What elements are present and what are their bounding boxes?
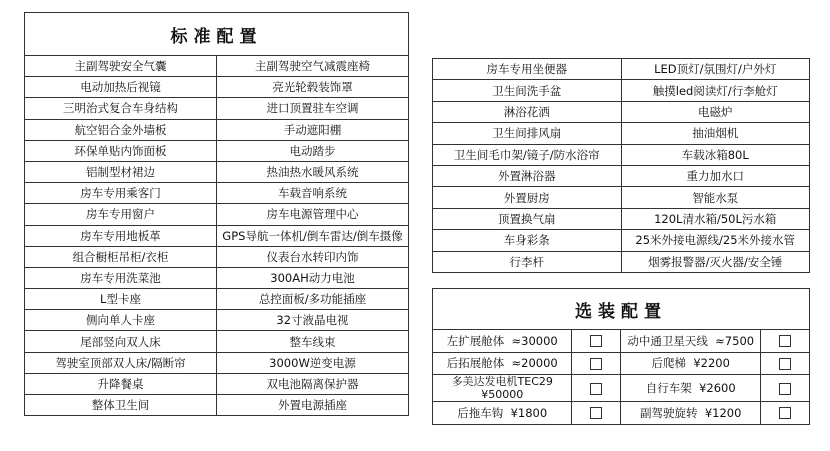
table-row bbox=[25, 204, 409, 225]
config-item: 300AH动力电池 bbox=[217, 267, 409, 288]
table-row bbox=[433, 375, 810, 402]
optional-item bbox=[621, 375, 760, 402]
table-row bbox=[25, 267, 409, 288]
config-item: 车载音响系统 bbox=[217, 183, 409, 204]
optional-item bbox=[433, 375, 572, 402]
optional-item bbox=[433, 330, 572, 353]
checkbox[interactable] bbox=[590, 358, 602, 370]
table-row bbox=[25, 310, 409, 331]
standard-config-table-continued bbox=[432, 58, 810, 273]
config-item: 车身彩条 bbox=[433, 230, 622, 251]
table-row bbox=[433, 230, 810, 251]
table-row bbox=[433, 187, 810, 208]
table-row bbox=[25, 56, 409, 77]
config-item: 尾部竖向双人床 bbox=[25, 331, 217, 352]
config-item: 仪表台水转印内饰 bbox=[217, 246, 409, 267]
table-row bbox=[25, 246, 409, 267]
checkbox-cell bbox=[760, 402, 809, 425]
checkbox-cell bbox=[572, 375, 621, 402]
config-item: 组合橱柜吊柜/衣柜 bbox=[25, 246, 217, 267]
table-row bbox=[433, 165, 810, 186]
config-item: 进口顶置驻车空调 bbox=[217, 98, 409, 119]
table-row bbox=[433, 101, 810, 122]
config-item: 总控面板/多功能插座 bbox=[217, 289, 409, 310]
table-row bbox=[25, 77, 409, 98]
optional-item-name: 后拖车钩 bbox=[457, 405, 504, 420]
table-row bbox=[25, 119, 409, 140]
optional-item-name: 后爬梯 bbox=[651, 356, 687, 371]
table-row bbox=[433, 208, 810, 229]
checkbox-cell bbox=[572, 402, 621, 425]
checkbox[interactable] bbox=[779, 407, 791, 419]
config-item: 智能水泵 bbox=[621, 187, 810, 208]
config-item: 卫生间排风扇 bbox=[433, 123, 622, 144]
optional-item bbox=[621, 330, 760, 353]
config-item: 120L清水箱/50L污水箱 bbox=[621, 208, 810, 229]
config-item: 电磁炉 bbox=[621, 101, 810, 122]
checkbox-cell bbox=[760, 352, 809, 375]
optional-item-name: 多美达发电机TEC29 bbox=[451, 375, 553, 388]
table-row bbox=[433, 80, 810, 101]
config-item: 房车电源管理中心 bbox=[217, 204, 409, 225]
config-item: 外置电源插座 bbox=[217, 395, 409, 416]
table-row bbox=[25, 140, 409, 161]
checkbox[interactable] bbox=[779, 383, 791, 395]
config-item: 行李杆 bbox=[433, 251, 622, 272]
config-item: L型卡座 bbox=[25, 289, 217, 310]
config-item: 铝制型材裙边 bbox=[25, 161, 217, 182]
optional-item-price: ¥50000 bbox=[481, 388, 524, 401]
optional-item-name: 后拓展舱体 bbox=[446, 356, 505, 371]
checkbox[interactable] bbox=[590, 383, 602, 395]
checkbox[interactable] bbox=[590, 335, 602, 347]
table-row bbox=[25, 161, 409, 182]
config-item: 25米外接电源线/25米外接水管 bbox=[621, 230, 810, 251]
config-item: 烟雾报警器/灭火器/安全锤 bbox=[621, 251, 810, 272]
table-row bbox=[25, 98, 409, 119]
table-row bbox=[433, 352, 810, 375]
config-item: 重力加水口 bbox=[621, 165, 810, 186]
optional-config-table bbox=[432, 288, 810, 425]
config-item: 手动遮阳棚 bbox=[217, 119, 409, 140]
config-item: 32寸液晶电视 bbox=[217, 310, 409, 331]
config-item: 亮光轮毂装饰罩 bbox=[217, 77, 409, 98]
config-item: 侧向单人卡座 bbox=[25, 310, 217, 331]
config-item: 主副驾驶空气减震座椅 bbox=[217, 56, 409, 77]
table-row bbox=[25, 331, 409, 352]
optional-item-price: ¥1800 bbox=[510, 405, 548, 420]
standard-config-table bbox=[24, 12, 409, 416]
config-item: LED顶灯/氛围灯/户外灯 bbox=[621, 59, 810, 80]
optional-item-name: 副驾驶旋转 bbox=[640, 405, 698, 420]
table-row bbox=[433, 402, 810, 425]
config-item: 车载冰箱80L bbox=[621, 144, 810, 165]
config-item: 房车专用坐便器 bbox=[433, 59, 622, 80]
config-item: 升降餐桌 bbox=[25, 373, 217, 394]
config-item: 房车专用窗户 bbox=[25, 204, 217, 225]
optional-item-price: ≈20000 bbox=[511, 356, 558, 371]
config-item: 房车专用地板革 bbox=[25, 225, 217, 246]
optional-item-price: ¥1200 bbox=[704, 405, 742, 420]
config-item: 卫生间毛巾架/镜子/防水浴帘 bbox=[433, 144, 622, 165]
optional-item-price: ≈7500 bbox=[715, 333, 755, 348]
config-item: 电动踏步 bbox=[217, 140, 409, 161]
config-item: 驾驶室顶部双人床/隔断帘 bbox=[25, 352, 217, 373]
optional-item bbox=[433, 402, 572, 425]
table-row bbox=[433, 123, 810, 144]
config-item: 整车线束 bbox=[217, 331, 409, 352]
table-row bbox=[433, 59, 810, 80]
config-item: 双电池隔离保护器 bbox=[217, 373, 409, 394]
checkbox[interactable] bbox=[779, 358, 791, 370]
table-row bbox=[25, 395, 409, 416]
config-item: GPS导航一体机/倒车雷达/倒车摄像 bbox=[217, 225, 409, 246]
table-row bbox=[25, 373, 409, 394]
optional-item bbox=[621, 402, 760, 425]
checkbox[interactable] bbox=[590, 407, 602, 419]
optional-item-name: 左扩展舱体 bbox=[446, 333, 505, 348]
checkbox-cell bbox=[760, 330, 809, 353]
optional-item-price: ¥2200 bbox=[693, 356, 730, 371]
config-item: 外置淋浴器 bbox=[433, 165, 622, 186]
table-row bbox=[25, 225, 409, 246]
config-item: 电动加热后视镜 bbox=[25, 77, 217, 98]
config-item: 卫生间洗手盆 bbox=[433, 80, 622, 101]
config-item: 淋浴花洒 bbox=[433, 101, 622, 122]
config-item: 抽油烟机 bbox=[621, 123, 810, 144]
optional-item-name: 动中通卫星天线 bbox=[627, 333, 708, 348]
config-item: 房车专用乘客门 bbox=[25, 183, 217, 204]
checkbox-cell bbox=[760, 375, 809, 402]
table-row bbox=[433, 144, 810, 165]
checkbox-cell bbox=[572, 352, 621, 375]
config-item: 3000W逆变电源 bbox=[217, 352, 409, 373]
config-item: 顶置换气扇 bbox=[433, 208, 622, 229]
config-item: 整体卫生间 bbox=[25, 395, 217, 416]
config-item: 航空铝合金外墙板 bbox=[25, 119, 217, 140]
config-item: 触摸led阅读灯/行李舱灯 bbox=[621, 80, 810, 101]
table-row bbox=[433, 251, 810, 272]
config-item: 房车专用洗菜池 bbox=[25, 267, 217, 288]
optional-item-name: 自行车架 bbox=[645, 381, 692, 395]
table-row bbox=[25, 289, 409, 310]
checkbox[interactable] bbox=[779, 335, 791, 347]
table-row bbox=[25, 183, 409, 204]
config-item: 三明治式复合车身结构 bbox=[25, 98, 217, 119]
optional-item bbox=[433, 352, 572, 375]
checkbox-cell bbox=[572, 330, 621, 353]
optional-config-title: 选装配置 bbox=[433, 289, 810, 330]
config-item: 主副驾驶安全气囊 bbox=[25, 56, 217, 77]
optional-item-price: ≈30000 bbox=[511, 333, 558, 348]
config-item: 环保单贴内饰面板 bbox=[25, 140, 217, 161]
table-row bbox=[25, 352, 409, 373]
table-row bbox=[433, 330, 810, 353]
optional-item-price: ¥2600 bbox=[699, 381, 736, 395]
standard-config-title: 标准配置 bbox=[25, 13, 409, 56]
config-item: 热油热水暖风系统 bbox=[217, 161, 409, 182]
optional-item bbox=[621, 352, 760, 375]
config-item: 外置厨房 bbox=[433, 187, 622, 208]
